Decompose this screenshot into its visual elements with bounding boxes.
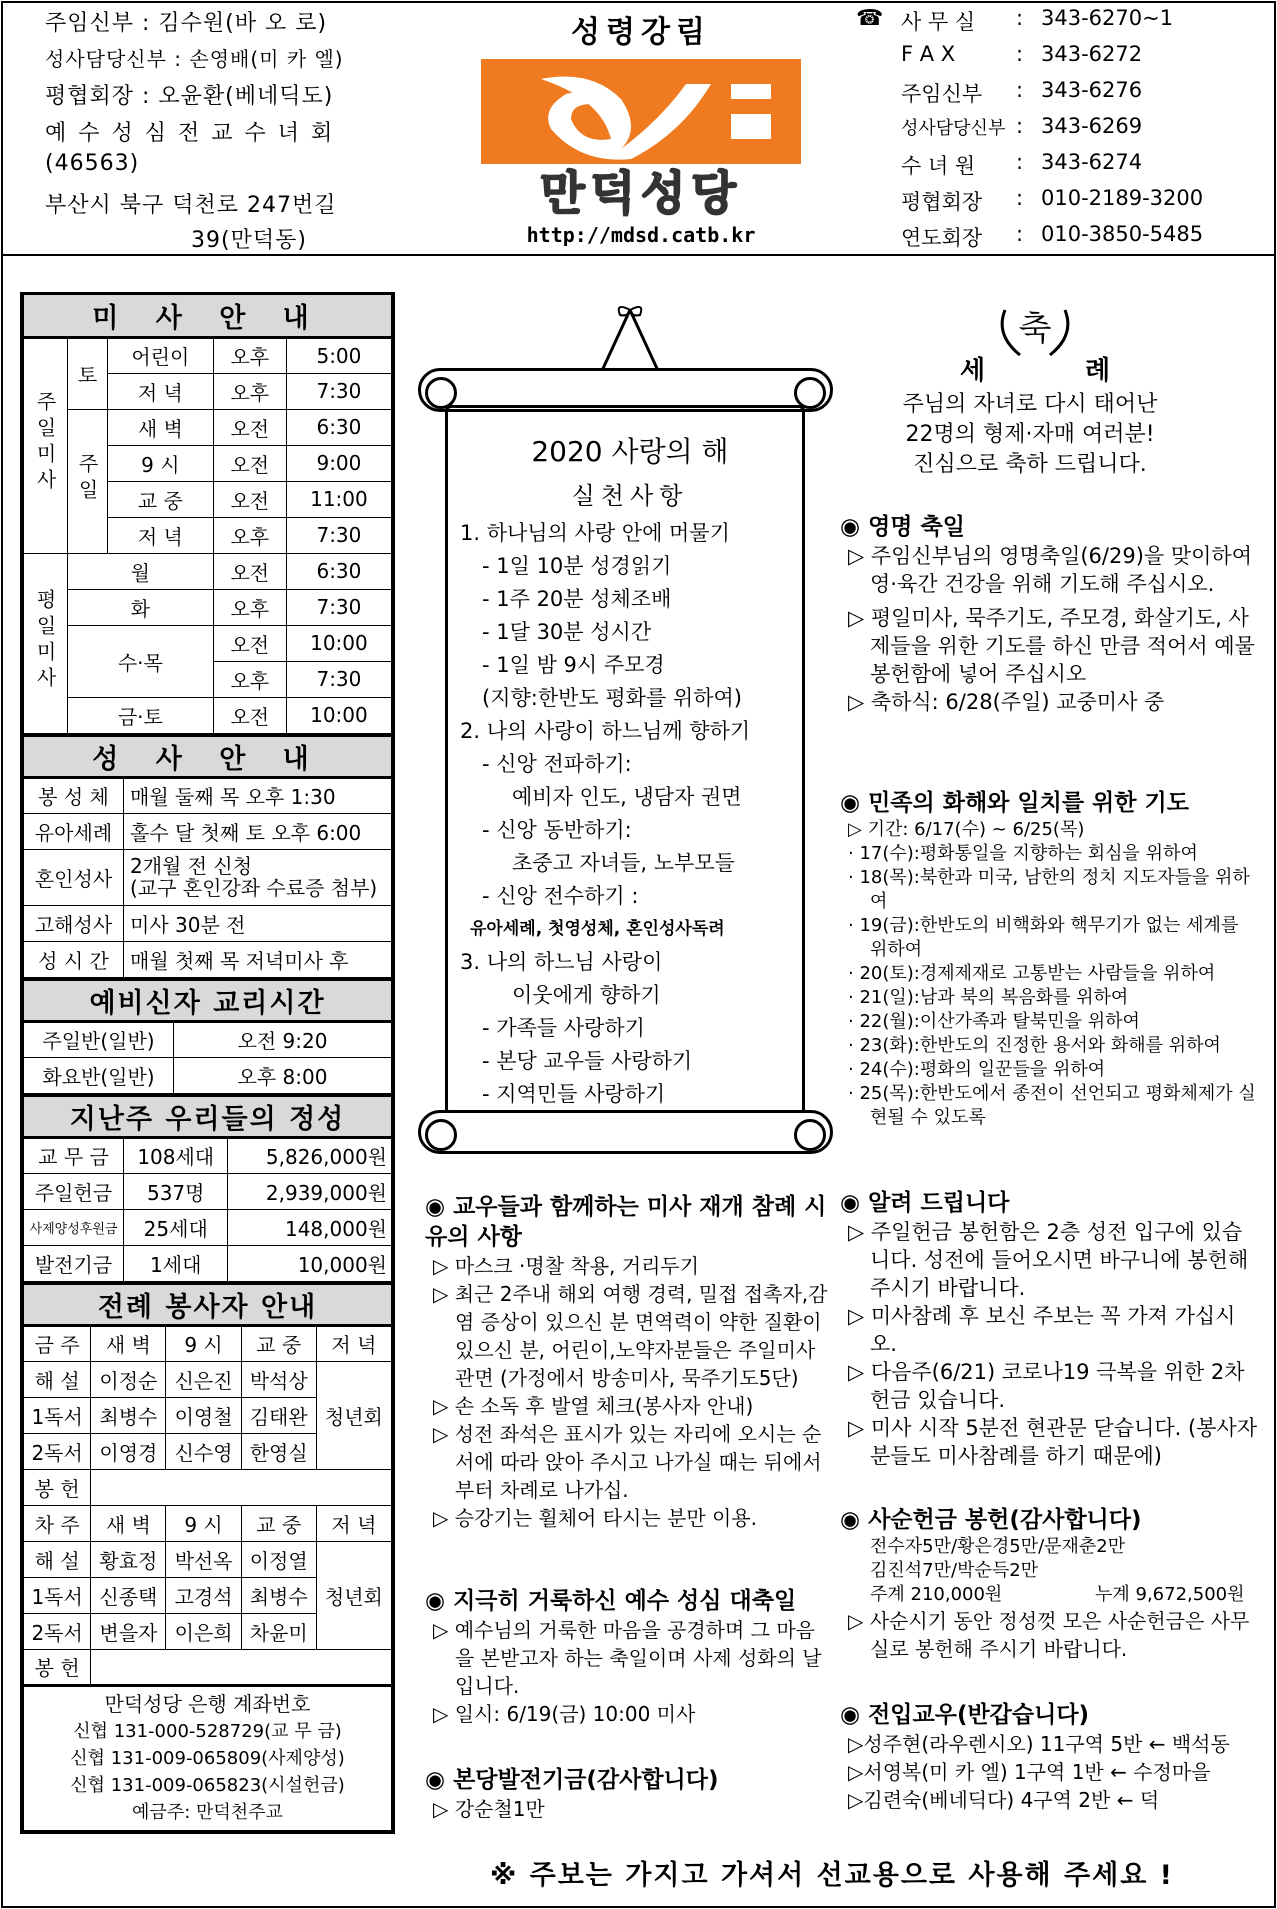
catechumen-cell: 오후 8:00 [174, 1057, 392, 1093]
mass-cell: 새 벽 [108, 409, 214, 445]
scroll-line: - 신앙 전파하기: [482, 752, 632, 776]
lent-title: ◉ 사순헌금 봉헌(감사합니다) [840, 1505, 1260, 1535]
feast-title: ◉ 영명 축일 [840, 512, 1260, 542]
scroll-lines [460, 517, 800, 1111]
feast-line: ▷ 주임신부님의 영명축일(6/29)을 맞이하여 영·육간 건강을 위해 기도해 주십시오. [848, 544, 1253, 596]
prayer-line: · 22(월):이산가족과 탈북민을 위하여 [848, 1011, 1140, 1032]
mass-cell: 저 녁 [108, 517, 214, 553]
sacredheart-title: ◉ 지극히 거룩하신 예수 성심 대축일 [425, 1586, 830, 1616]
servers-cell: 이은희 [166, 1613, 241, 1649]
laurel-icon [990, 300, 1080, 360]
scroll-line: - 1일 10분 성경읽기 [482, 554, 672, 578]
servers-cell: 김태완 [241, 1397, 316, 1433]
sacrament-cell: 미사 30분 전 [124, 905, 392, 941]
scroll-line: - 신앙 동반하기: [482, 818, 632, 842]
footer-note: ※ 주보는 가지고 가셔서 선교용으로 사용해 주세요 ! [490, 1860, 1175, 1891]
notice-line: ▷ 미사참례 후 보신 주보는 꼭 가져 가십시오. [848, 1304, 1236, 1356]
contact-value: 343-6270~1 [1041, 6, 1174, 30]
sacredheart-section [425, 1586, 830, 1728]
contact-row: 성사담당신부 : 343-6269 [901, 114, 1143, 139]
catechumen-cell: 주일반(일반) [24, 1021, 174, 1057]
contact-row: 연도회장 : 010-3850-5485 [901, 222, 1204, 250]
servers-cell: 신수영 [166, 1433, 241, 1469]
celebrate-mark: 축 [1018, 309, 1052, 349]
mass-cell: 저 녁 [108, 373, 214, 409]
postcode: (46563) [45, 151, 140, 176]
offering-cell: 발전기금 [24, 1245, 124, 1281]
mass-cell: 교 중 [108, 481, 214, 517]
sunday-label: 주일 [75, 452, 99, 505]
contact-value: 010-3850-5485 [1041, 222, 1204, 246]
contact-row: F A X : 343-6272 [901, 42, 1143, 66]
mass-table [23, 295, 392, 734]
offering-cell: 537명 [124, 1173, 228, 1209]
sacrament-cell: 매월 둘째 목 오후 1:30 [124, 777, 392, 813]
servers-head: 교 중 [241, 1325, 316, 1361]
sacrament-cell: 성 시 간 [24, 941, 124, 977]
scroll-line: 예비자 인도, 냉담자 권면 [512, 785, 742, 809]
catechumen-table [23, 978, 392, 1094]
sunday-mass-label: 주일미사 [33, 391, 57, 495]
sacrament-cell: 혼인성사 [24, 849, 124, 905]
resume-title: ◉ 교우들과 함께하는 미사 재개 참례 시 유의 사항 [425, 1192, 830, 1252]
sisters-line: 예수성심전교수녀회 [45, 121, 345, 146]
servers-cell: 이영철 [166, 1397, 241, 1433]
address-line1: 부산시 북구 덕천로 247번길 [45, 193, 337, 218]
scroll-line: 이웃에게 향하기 [512, 983, 661, 1007]
lent-line: 전수자5만/황은경5만/문재춘2만 [870, 1536, 1126, 1557]
bank-title: 만덕성당 은행 계좌번호 [104, 1691, 311, 1716]
mass-cell: 5:00 [286, 337, 391, 373]
contact-key: 성사담당신부 [901, 118, 1006, 139]
scroll-line: - 신앙 전수하기 : [482, 884, 639, 908]
mass-cell: 오후 [213, 373, 286, 409]
newcomers-section [840, 1700, 1260, 1814]
resume-section [425, 1192, 830, 1532]
sacrament-cell: 유아세례 [24, 813, 124, 849]
mass-cell: 수·목 [68, 625, 214, 697]
mass-cell: 금·토 [68, 697, 214, 733]
contact-key: 연도회장 [901, 226, 983, 250]
lent-line: 김진석7만/박순득2만 [870, 1560, 1039, 1581]
newcomers-title: ◉ 전입교우(반갑습니다) [840, 1700, 1260, 1730]
mass-cell: 오후 [213, 661, 286, 697]
fund-line: ▷ 강순철1만 [433, 1797, 545, 1821]
offering-cell: 10,000원 [228, 1245, 392, 1281]
mass-cell: 오전 [213, 553, 286, 589]
offering-cell: 주일헌금 [24, 1173, 124, 1209]
sacredheart-line: ▷ 예수님의 거룩한 마음을 공경하며 그 마음을 본받고자 하는 축일이며 사제 성화의 날입니다. [433, 1618, 822, 1698]
offering-cell: 교 무 금 [24, 1137, 124, 1173]
prayer-line: · 24(수):평화의 일꾼들을 위하여 [848, 1059, 1106, 1080]
catechumen-cell: 화요반(일반) [24, 1057, 174, 1093]
baptism-title-a: 세 [960, 356, 986, 386]
scroll-line: (지향:한반도 평화를 위하여) [482, 686, 742, 710]
feast-line: ▷ 축하식: 6/28(주일) 교중미사 중 [848, 690, 1165, 714]
prayer-section [840, 788, 1260, 1130]
scroll-line: - 1주 20분 성체조배 [482, 587, 672, 611]
offering-cell: 148,000원 [228, 1209, 392, 1245]
header [1, 1, 1276, 256]
prayer-line: · 17(수):평화통일을 지향하는 회심을 위하여 [848, 843, 1198, 864]
servers-cell: 봉 헌 [24, 1649, 91, 1685]
scroll-subtitle: 실천사항 [571, 482, 689, 510]
servers-cell: 고경석 [166, 1577, 241, 1613]
servers-cell: 최병수 [91, 1397, 166, 1433]
mass-cell: 7:30 [286, 373, 391, 409]
bank-accounts [24, 1685, 392, 1830]
prayer-line: · 20(토):경제제재로 고통받는 사람들을 위하여 [848, 963, 1216, 984]
servers-title: 전례 봉사자 안내 [24, 1283, 392, 1325]
baptism-line: 22명의 형제·자매 여러분! [905, 422, 1155, 447]
prayer-line: · 21(일):남과 북의 복음화를 위하여 [848, 987, 1129, 1008]
scroll-bottom-rod [418, 1110, 833, 1154]
bank-line: 신협 131-009-065823(시설헌금) [70, 1774, 345, 1796]
servers-cell [91, 1649, 392, 1685]
prayer-line: · 18(목):북한과 미국, 남한의 정치 지도자들을 위하여 [848, 867, 1250, 912]
servers-cell [91, 1469, 392, 1505]
baptism-line: 진심으로 축하 드립니다. [913, 452, 1147, 477]
mass-cell: 7:30 [286, 661, 391, 697]
scroll-content [460, 425, 800, 1111]
catechumen-cell: 오전 9:20 [174, 1021, 392, 1057]
servers-head: 새 벽 [91, 1505, 166, 1541]
left-column [20, 292, 395, 1834]
newcomer-line: ▷김련숙(베네딕다) 4구역 2반 ← 덕 [848, 1788, 1160, 1812]
bank-line: 예금주: 만덕천주교 [132, 1801, 283, 1823]
servers-cell: 청년회 [316, 1541, 391, 1649]
mass-cell: 6:30 [286, 553, 391, 589]
contact-value: 343-6269 [1041, 114, 1143, 138]
prayer-line: · 25(목):한반도에서 종전이 선언되고 평화체제가 실현될 수 있도록 [848, 1083, 1256, 1128]
servers-cell: 박석상 [241, 1361, 316, 1397]
contact-row: 평협회장 : 010-2189-3200 [901, 186, 1204, 214]
mass-cell: 10:00 [286, 697, 391, 733]
sacrament-cell: 봉 성 체 [24, 777, 124, 813]
newcomer-line: ▷서영복(미 카 엘) 1구역 1반 ← 수정마을 [848, 1760, 1211, 1784]
mass-cell: 7:30 [286, 589, 391, 625]
saturday-label: 토 [68, 337, 108, 409]
sacrament-cell: 고해성사 [24, 905, 124, 941]
lent-note: ▷ 사순시기 동안 정성껏 모은 사순헌금은 사무실로 봉헌해 주시기 바랍니다. [848, 1609, 1250, 1661]
sacrament-text: (교구 혼인강좌 수료증 첨부) [130, 876, 378, 900]
resume-line: ▷ 손 소독 후 발열 체크(봉사자 안내) [433, 1394, 754, 1418]
baptism-title-b: 례 [1085, 356, 1111, 386]
servers-cell: 박선옥 [166, 1541, 241, 1577]
servers-head: 9 시 [166, 1505, 241, 1541]
servers-head: 저 녁 [316, 1505, 391, 1541]
servers-head: 차 주 [24, 1505, 91, 1541]
lent-section [840, 1505, 1260, 1663]
phone-icon: ☎ [856, 6, 884, 31]
contact-value: 343-6272 [1041, 42, 1143, 66]
address-line2: 39(만덕동) [191, 228, 307, 253]
baptism-message [840, 390, 1220, 480]
servers-cell: 이정순 [91, 1361, 166, 1397]
fund-title: ◉ 본당발전기금(감사합니다) [425, 1765, 830, 1795]
mass-cell: 오후 [213, 589, 286, 625]
servers-cell: 해 설 [24, 1541, 91, 1577]
catechumen-title: 예비신자 교리시간 [24, 979, 392, 1021]
scroll-line: 초중고 자녀들, 노부모들 [512, 851, 735, 875]
contact-row: 주임신부 : 343-6276 [901, 78, 1143, 106]
offering-cell: 5,826,000원 [228, 1137, 392, 1173]
feast-line: ▷ 평일미사, 묵주기도, 주모경, 화살기도, 사제들을 위한 기도를 하신 만큼 적어서 예물 봉헌함에 넣어 주십시오 [848, 606, 1255, 686]
servers-cell: 2독서 [24, 1613, 91, 1649]
mass-cell: 오전 [213, 481, 286, 517]
servers-cell: 1독서 [24, 1577, 91, 1613]
servers-cell: 2독서 [24, 1433, 91, 1469]
scroll-title: 2020 사랑의 해 [531, 435, 729, 468]
servers-head: 금 주 [24, 1325, 91, 1361]
offering-cell: 2,939,000원 [228, 1173, 392, 1209]
offering-cell: 1세대 [124, 1245, 228, 1281]
website-link[interactable]: http://mdsd.catb.kr [526, 223, 756, 247]
prayer-line: · 19(금):한반도의 비핵화와 핵무기가 없는 세계를 위하여 [848, 915, 1239, 960]
mass-cell: 화 [68, 589, 214, 625]
sacrament-text: 2개월 전 신청 [130, 854, 253, 878]
scroll-line: - 1일 밤 9시 주모경 [482, 653, 665, 677]
resume-line: ▷ 성전 좌석은 표시가 있는 자리에 오시는 순서에 따라 앉아 주시고 나가실 때는 뒤에서부터 차례로 나가십. [433, 1422, 822, 1502]
servers-table [23, 1282, 392, 1831]
prayer-title: ◉ 민족의 화해와 일치를 위한 기도 [840, 788, 1260, 818]
contact-key: 평협회장 [901, 190, 983, 214]
sacrament-cell: 홀수 달 첫째 토 오후 6:00 [124, 813, 392, 849]
contact-key: 사 무 실 [901, 10, 976, 34]
baptism-line: 주님의 자녀로 다시 태어난 [902, 392, 1158, 417]
mass-cell: 10:00 [286, 625, 391, 661]
servers-cell: 신종택 [91, 1577, 166, 1613]
mass-cell: 오전 [213, 445, 286, 481]
lent-week: 주계 210,000원 [870, 1584, 1003, 1605]
liturgy-title: 성령강림 [571, 15, 711, 50]
prayer-lines [840, 818, 1260, 1130]
offering-cell: 108세대 [124, 1137, 228, 1173]
offering-table [23, 1094, 392, 1282]
newcomer-line: ▷성주현(라우렌시오) 11구역 5반 ← 백석동 [848, 1732, 1230, 1756]
contact-value: 010-2189-3200 [1041, 186, 1204, 210]
servers-cell: 봉 헌 [24, 1469, 91, 1505]
notice-section [840, 1188, 1260, 1470]
resume-line: ▷ 최근 2주내 해외 여행 경력, 밀접 접촉자,감염 증상이 있으신 분 면역력이 약한 질환이 있으신 분, 어린이,노약자분들은 주일미사 관면 (가정에서 방송미사, 묵주기도5단) [433, 1282, 828, 1390]
servers-head: 저 녁 [316, 1325, 391, 1361]
logo-text: 만덕성당 [540, 167, 742, 219]
contact-key: F A X [901, 42, 956, 66]
bank-line: 신협 131-000-528729(교 무 금) [73, 1720, 342, 1742]
prayer-line: · 23(화):한반도의 진정한 용서와 화해를 위하여 [848, 1035, 1221, 1056]
servers-cell: 한영실 [241, 1433, 316, 1469]
servers-cell: 청년회 [316, 1361, 391, 1469]
offering-title: 지난주 우리들의 정성 [24, 1095, 392, 1137]
contact-key: 주임신부 [901, 82, 983, 106]
scroll-line: - 가족들 사랑하기 [482, 1016, 645, 1040]
scroll-line: - 1달 30분 성시간 [482, 620, 652, 644]
mass-cell: 어린이 [108, 337, 214, 373]
mass-cell: 6:30 [286, 409, 391, 445]
servers-head: 9 시 [166, 1325, 241, 1361]
mass-cell: 월 [68, 553, 214, 589]
feast-section [840, 512, 1260, 716]
scroll-line: 1. 하나님의 사랑 안에 머물기 [460, 521, 730, 545]
mass-cell: 오후 [213, 337, 286, 373]
servers-cell: 이정열 [241, 1541, 316, 1577]
notice-line: ▷ 주일헌금 봉헌함은 2층 성전 입구에 있습니다. 성전에 들어오시면 바구니에 봉헌해 주시기 바랍니다. [848, 1220, 1249, 1300]
contact-row: ☎ 사 무 실 : 343-6270~1 [856, 6, 1174, 34]
mass-cell: 11:00 [286, 481, 391, 517]
servers-cell: 이영경 [91, 1433, 166, 1469]
servers-cell: 최병수 [241, 1577, 316, 1613]
resume-line: ▷ 승강기는 휠체어 타시는 분만 이용. [433, 1506, 758, 1530]
mass-cell: 오후 [213, 517, 286, 553]
notice-title: ◉ 알려 드립니다 [840, 1188, 1260, 1218]
fund-section [425, 1765, 830, 1823]
contact-row: 수 녀 원 : 343-6274 [901, 150, 1143, 178]
mass-cell: 오전 [213, 625, 286, 661]
header-center [471, 1, 811, 256]
contact-value: 343-6274 [1041, 150, 1143, 174]
notice-line: ▷ 다음주(6/21) 코로나19 극복을 위한 2차 헌금 있습니다. [848, 1360, 1245, 1412]
parish-logo [471, 49, 811, 224]
servers-cell: 해 설 [24, 1361, 91, 1397]
servers-cell: 변을자 [91, 1613, 166, 1649]
scroll-line: 유아세례, 첫영성체, 혼인성사독려 [470, 919, 725, 939]
servers-head: 새 벽 [91, 1325, 166, 1361]
prayer-line: ▷ 기간: 6/17(수) ~ 6/25(목) [848, 819, 1085, 840]
sacrament-cell [124, 849, 392, 905]
sacrament-title: 성 사 안 내 [24, 735, 392, 777]
sacrament-cell: 매월 첫째 목 저녁미사 후 [124, 941, 392, 977]
offering-cell: 25세대 [124, 1209, 228, 1245]
offering-cell: 사제양성후원금 [24, 1209, 124, 1245]
scroll-line: 2. 나의 사랑이 하느님께 향하기 [460, 719, 751, 743]
mass-cell: 오전 [213, 409, 286, 445]
mass-cell: 9 시 [108, 445, 214, 481]
lent-totals [840, 1583, 1260, 1607]
resume-line: ▷ 마스크 ·명찰 착용, 거리두기 [433, 1254, 700, 1278]
pastor-line: 주임신부 : 김수원(바 오 로) [45, 11, 328, 36]
mass-cell: 9:00 [286, 445, 391, 481]
servers-cell: 1독서 [24, 1397, 91, 1433]
mass-cell: 7:30 [286, 517, 391, 553]
confessor-line: 성사담당신부 : 손영배(미 카 엘) [45, 47, 344, 71]
scroll-line: - 지역민들 사랑하기 [482, 1082, 666, 1106]
sacrament-table [23, 734, 392, 978]
mass-cell: 오전 [213, 697, 286, 733]
servers-head: 교 중 [241, 1505, 316, 1541]
council-line: 평협회장 : 오윤환(베네딕도) [45, 84, 334, 109]
bank-line: 신협 131-009-065809(사제양성) [70, 1747, 345, 1769]
weekday-mass-label: 평일미사 [33, 588, 57, 693]
servers-cell: 차윤미 [241, 1613, 316, 1649]
contact-value: 343-6276 [1041, 78, 1143, 102]
mass-title: 미 사 안 내 [24, 295, 392, 337]
servers-cell: 신은진 [166, 1361, 241, 1397]
lent-total: 누계 9,672,500원 [1095, 1584, 1245, 1605]
scroll-line: - 본당 교우들 사랑하기 [482, 1049, 693, 1073]
scroll-line: 3. 나의 하느님 사랑이 [460, 950, 663, 974]
notice-line: ▷ 미사 시작 5분전 현관문 닫습니다. (봉사자분들도 미사참례를 하기 때문에) [848, 1416, 1258, 1468]
servers-cell: 황효정 [91, 1541, 166, 1577]
sacredheart-line: ▷ 일시: 6/19(금) 10:00 미사 [433, 1702, 696, 1726]
contact-key: 수 녀 원 [901, 154, 976, 178]
